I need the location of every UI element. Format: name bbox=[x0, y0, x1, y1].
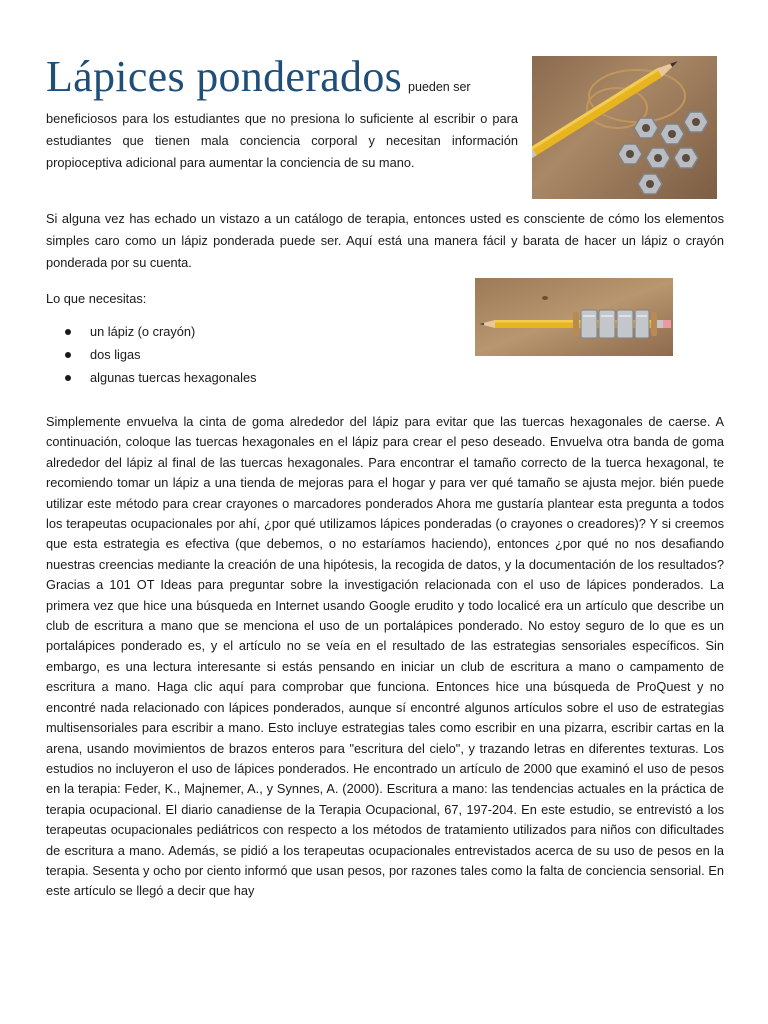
bullet-icon bbox=[65, 375, 71, 381]
bullet-icon bbox=[65, 329, 71, 335]
body-paragraph: Simplemente envuelva la cinta de goma alrededor del lápiz para evitar que las tuercas hexagonales de caerse. A continuación, coloque las tuercas hexagonales en el lápiz para crear el peso deseado. Envuelva otra banda de goma alrededor del lápiz al final de las tuercas hexagonales. Para encontrar el tamaño correcto de la tuerca hexagonal, te recomiendo tomar un lápiz a una tienda de mejoras para el hogar y para ver qué tamaño se ajusta mejor. bién puede utilizar este método para crear crayones o marcadores ponderados Ahora me gustaría plantear esta pregunta a todos los terapeutas ocupacionales por ahí, ¿por qué utilizamos lápices ponderadas (o crayones o creadores)? Y si creemos que esta estrategia es efectiva (que debemos, o no estaríamos haciendo), entonces ¿por qué no nos desafiando nuestras creencias mediante la creación de una hipótesis, la recogida de datos, y la documentación de los resultados? Gracias a 101 OT Ideas para preguntar sobre la investigación relacionada con el uso de lápices ponderados. La primera vez que hice una búsqueda en Internet usando Google erudito y todo localicé era un artículo que describe un club de escritura a mano que se menciona el uso de un portalápices ponderado. No estoy seguro de lo que es un portalápices ponderado es, y el artículo no se veía en el resultado de las estrategias sensoriales específicos. Sin embargo, es una lectura interesante si estás pensando en iniciar un club de escritura a mano o campamento de escritura a mano. Haga clic aquí para comprobar que funciona. Entonces hice una búsqueda de ProQuest y no encontré nada relacionado con lápices ponderados, aunque sí encontré algunos artículos sobre el uso de estrategias multisensoriales para escribir a mano. Esto incluye estrategias tales como escribir en una pizarra, escribir cartas en la arena, usando movimientos de brazos enteros para "escritura del cielo", y trazando letras en diferentes texturas. Los estudios no incluyeron el uso de lápices ponderados. He encontrado un artículo de 2000 que examinó el uso de pesos en la terapia: Feder, K., Majnemer, A., y Synnes, A. (2000). Escritura a mano: las tendencias actuales en la práctica de terapia ocupacional. El diario canadiense de la Terapia Ocupacional, 67, 197-204. En este estudio, se entrevistó a los terapeutas ocupacionales pediátricos con respecto a los métodos de tratamiento utilizados para niños con dificultades de escritura a mano. Además, se pidió a los terapeutas ocupacionales entrevistados acerca de su uso de pesos en la terapia. Sesenta y ocho por ciento informó que usan pesos, por razones tales como la falta de conciencia sensorial. En este artículo se llegó a decir que hay bbox=[46, 414, 724, 899]
photo-weighted-pencil bbox=[475, 278, 673, 356]
list-item bbox=[46, 343, 256, 366]
photo-pencil-nuts bbox=[532, 56, 717, 199]
list-item-text: algunas tuercas hexagonales bbox=[90, 370, 257, 385]
list-item-text: un lápiz (o crayón) bbox=[90, 324, 196, 339]
bullet-icon bbox=[65, 352, 71, 358]
title-row bbox=[46, 52, 516, 102]
list-item bbox=[46, 366, 256, 389]
weighted-pencil-illustration bbox=[475, 278, 673, 356]
intro-paragraph: beneficiosos para los estudiantes que no presiona lo suficiente al escribir o para estudiantes que tienen mala conciencia corporal y necesitan información propioceptiva adicional para aumentar la conciencia de su mano. bbox=[46, 111, 518, 170]
page-title: Lápices ponderados bbox=[46, 52, 403, 101]
list-item-text: dos ligas bbox=[90, 347, 141, 362]
title-continuation: pueden ser bbox=[408, 80, 471, 94]
body-text bbox=[46, 412, 724, 902]
catalog-paragraph: Si alguna vez has echado un vistazo a un catálogo de terapia, entonces usted es consciente de cómo los elementos simples caro como un lápiz ponderada puede ser. Aquí está una manera fácil y barata de hacer un lápiz o crayón ponderada por su cuenta. bbox=[46, 211, 724, 270]
list-item bbox=[46, 320, 256, 343]
needs-heading: Lo que necesitas: bbox=[46, 291, 147, 306]
pencil-nuts-illustration bbox=[532, 56, 717, 199]
needs-list bbox=[46, 320, 256, 389]
